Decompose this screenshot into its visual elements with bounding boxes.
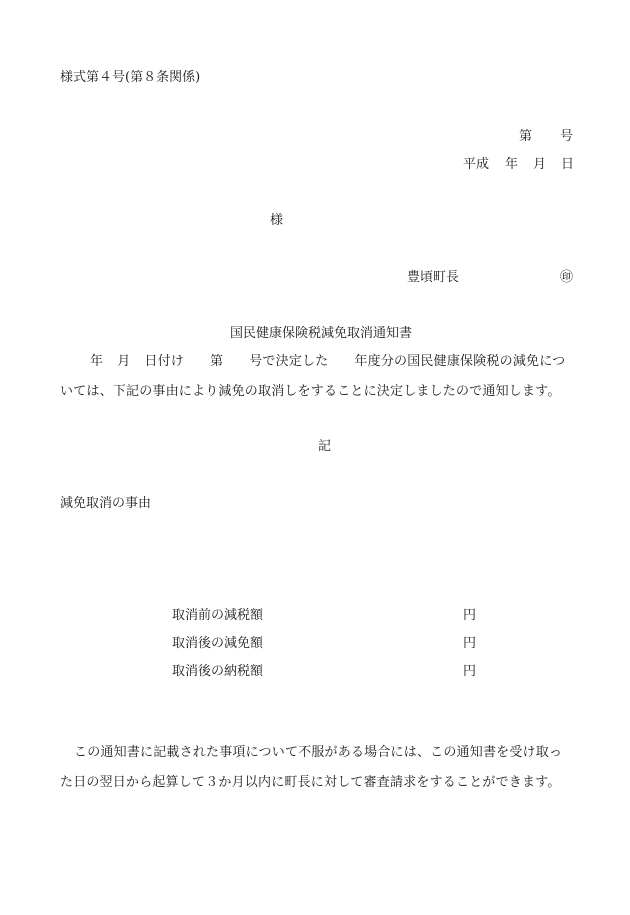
intro-dated: 日付け <box>144 354 185 369</box>
date-month: 月 <box>533 157 547 172</box>
intro-month: 月 <box>117 354 131 369</box>
amount-unit-before: 円 <box>463 608 477 623</box>
number-dai: 第 <box>519 129 533 144</box>
intro-year: 年 <box>90 354 104 369</box>
amount-unit-payable: 円 <box>463 664 477 679</box>
amount-label-reduction: 取消後の減免額 <box>172 636 264 651</box>
amount-label-before: 取消前の減税額 <box>172 608 264 623</box>
reason-label: 減免取消の事由 <box>60 496 152 511</box>
intro-line-2: いては、下記の事由により減免の取消しをすることに決定しましたので通知します。 <box>60 384 561 399</box>
seal-mark: ㊞ <box>560 270 574 285</box>
ki-heading: 記 <box>318 439 332 454</box>
notice-line-1-text: この通知書に記載された事項について不服がある場合には、この通知書を受け取っ <box>74 745 563 760</box>
form-label: 様式第４号(第８条関係) <box>60 70 201 85</box>
appeal-notice <box>60 738 588 798</box>
amount-label-payable: 取消後の納税額 <box>172 664 264 679</box>
date-year: 年 <box>505 157 519 172</box>
date-era: 平成 <box>463 157 490 172</box>
addressee-suffix: 様 <box>270 213 284 228</box>
document-title: 国民健康保険税減免取消通知書 <box>230 326 413 341</box>
issuer-name: 豊頃町長 <box>407 270 460 285</box>
notice-line-2: た日の翌日から起算して３か月以内に町長に対して審査請求をすることができます。 <box>60 775 561 790</box>
intro-decided: 号で決定した <box>249 354 329 369</box>
number-go: 号 <box>560 129 574 144</box>
intro-paragraph <box>60 347 588 407</box>
intro-fiscal: 年度分の国民健康保険税の減免につ <box>354 354 566 369</box>
date-day: 日 <box>561 157 575 172</box>
intro-line-1 <box>60 347 588 377</box>
notice-line-1 <box>60 738 588 768</box>
intro-dai: 第 <box>210 354 224 369</box>
amount-unit-reduction: 円 <box>463 636 477 651</box>
